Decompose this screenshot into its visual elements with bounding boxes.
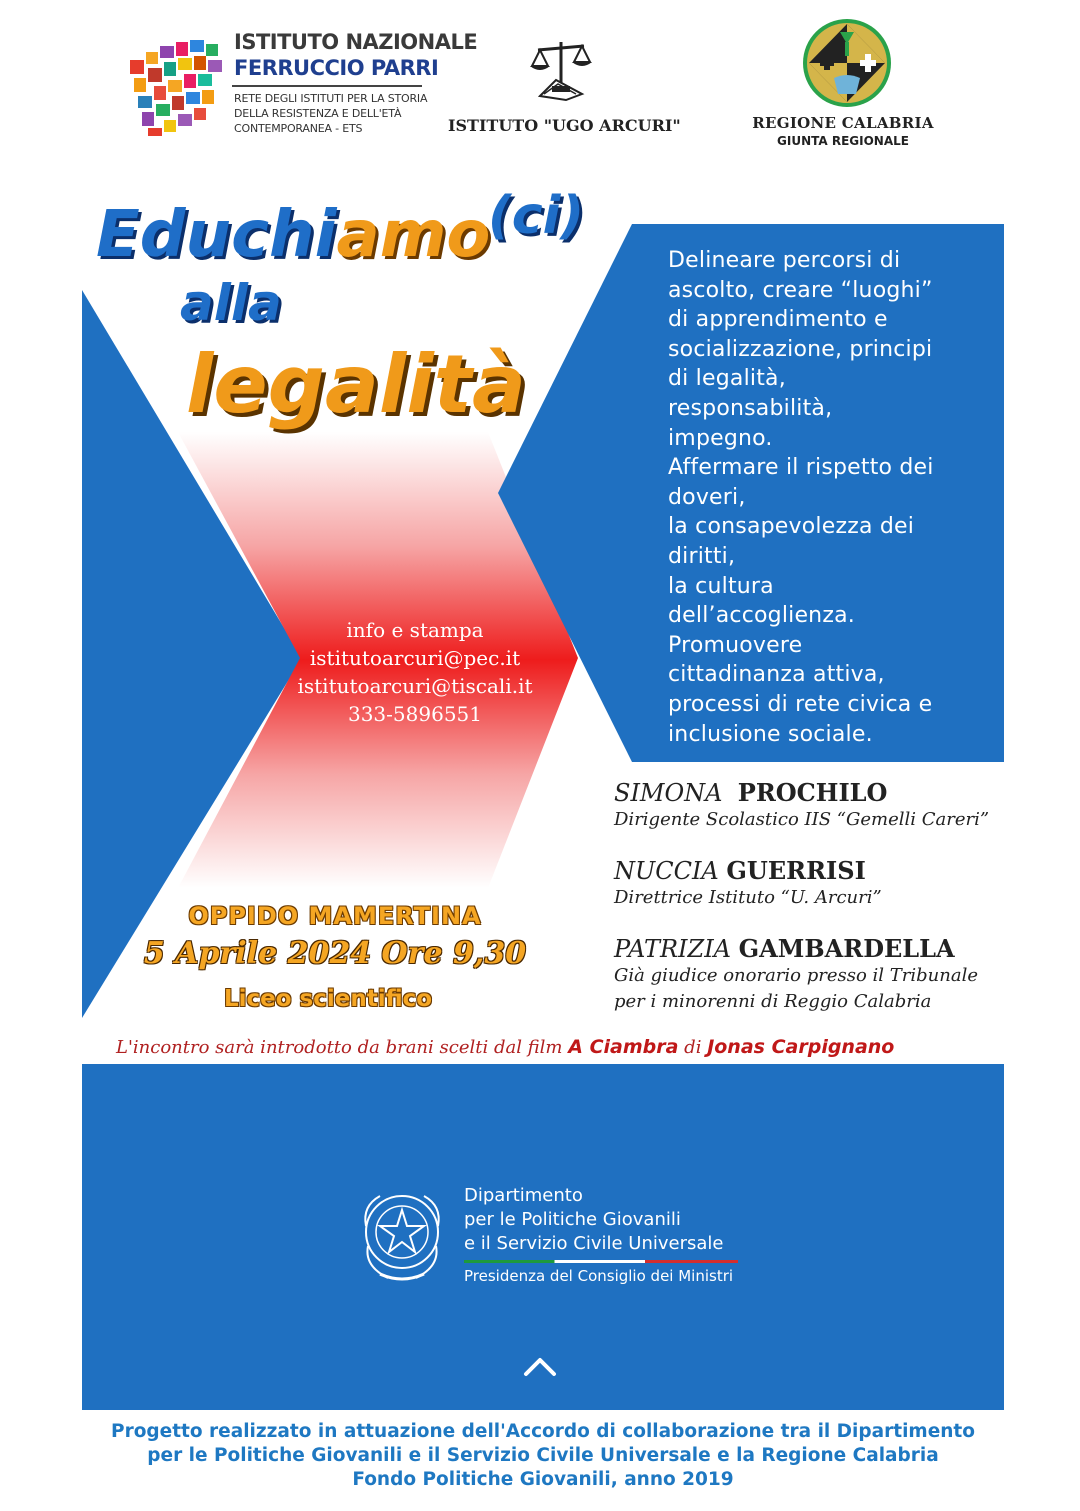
speaker-role: Già giudice onorario presso il Tribunale: [614, 965, 978, 986]
speaker-last-name: GAMBARDELLA: [738, 934, 955, 963]
footer-text: [82, 1420, 1004, 1492]
title-alla: alla: [180, 274, 282, 332]
speaker-last-name: GUERRISI: [726, 856, 866, 885]
footer-line2: per le Politiche Giovanili e il Servizio Civile Universale e la Regione Calabria: [147, 1445, 939, 1466]
parri-name-line2: FERRUCCIO PARRI: [234, 56, 439, 80]
speaker-name: [614, 778, 1054, 807]
event-city: OPPIDO MAMERTINA: [188, 902, 482, 930]
parri-name-line1: ISTITUTO NAZIONALE: [234, 30, 478, 54]
title-part2: amo: [336, 198, 491, 272]
description-line: inclusione sociale.: [668, 721, 873, 747]
info-email-tiscali[interactable]: istitutoarcuri@tiscali.it: [297, 674, 533, 698]
event-date: 5 Aprile 2024 Ore 9,30: [143, 936, 527, 971]
speaker-role: Dirigente Scolastico IIS “Gemelli Careri”: [614, 809, 990, 830]
description-line: di apprendimento e: [668, 307, 888, 333]
speaker-role-line2: per i minorenni di Reggio Calabria: [614, 991, 932, 1012]
chevron-up-icon[interactable]: [520, 1354, 560, 1378]
sponsor-panel: [82, 1064, 1004, 1410]
description-line: processi di rete civica e: [668, 691, 933, 717]
footer-line1: Progetto realizzato in attuazione dell'Accordo di collaborazione tra il Dipartimento: [111, 1421, 975, 1442]
scales-of-justice-icon: [526, 36, 596, 102]
film-director: Jonas Carpignano: [707, 1036, 895, 1058]
description-text: [668, 246, 988, 749]
description-line: di legalità,: [668, 366, 786, 392]
info-label: info e stampa: [346, 618, 484, 642]
event-venue: Liceo scientifico: [223, 986, 433, 1012]
department-line3: e il Servizio Civile Universale: [464, 1233, 724, 1254]
italian-republic-emblem-icon: [358, 1186, 446, 1284]
description-line: Affermare il rispetto dei: [668, 455, 934, 481]
speaker-name: [614, 934, 1054, 963]
parri-logo: [128, 30, 478, 140]
speaker-name: [614, 856, 1054, 885]
speaker-role: Direttrice Istituto “U. Arcuri”: [614, 887, 882, 908]
arcuri-logo: [448, 36, 681, 142]
calabria-name: REGIONE CALABRIA: [752, 114, 934, 132]
description-line: doveri,: [668, 484, 746, 510]
description-line: diritti,: [668, 543, 736, 569]
parri-subtitle-line3: CONTEMPORANEA - ETS: [234, 122, 363, 135]
department-logo-text: [464, 1184, 754, 1285]
description-line: impegno.: [668, 425, 773, 451]
footer-line3: Fondo Politiche Giovanili, anno 2019: [352, 1469, 734, 1490]
description-line: ascolto, creare “luoghi”: [668, 277, 933, 303]
mosaic-icon: [128, 38, 226, 138]
title-legalita: legalità: [186, 338, 526, 431]
speaker: [614, 856, 1054, 911]
calabria-logo: [748, 16, 938, 150]
speaker: [614, 934, 1054, 1015]
description-line: socializzazione, principi: [668, 336, 933, 362]
contact-info: [290, 616, 540, 728]
title-educhiamo: [96, 198, 490, 272]
tricolor-divider: [464, 1260, 738, 1263]
department-line4: Presidenza del Consiglio dei Ministri: [464, 1267, 734, 1285]
description-line: responsabilità,: [668, 395, 833, 421]
description-line: la cultura: [668, 573, 774, 599]
department-line1: Dipartimento: [464, 1185, 583, 1206]
department-line2: per le Politiche Giovanili: [464, 1209, 681, 1230]
parri-subtitle-line1: RETE DEGLI ISTITUTI PER LA STORIA: [234, 92, 428, 105]
speaker-first-name: PATRIZIA: [614, 935, 732, 963]
film-note-prefix: L'incontro sarà introdotto da brani scelti dal film: [116, 1037, 563, 1058]
film-note-by: di: [684, 1037, 702, 1058]
speaker: [614, 778, 1054, 833]
speaker-first-name: NUCCIA: [614, 857, 719, 885]
film-title: A Ciambra: [568, 1036, 679, 1058]
description-line: Delineare percorsi di: [668, 248, 901, 273]
speaker-last-name: PROCHILO: [737, 778, 888, 807]
speaker-first-name: SIMONA: [614, 779, 723, 807]
info-phone[interactable]: 333-5896551: [347, 702, 482, 726]
title-ci: (ci): [488, 186, 585, 246]
description-line: la consapevolezza dei: [668, 514, 915, 540]
description-line: dell’accoglienza.: [668, 603, 855, 629]
description-line: Promuovere: [668, 632, 803, 658]
calabria-emblem-icon: [800, 16, 894, 110]
parri-subtitle-line2: DELLA RESISTENZA E DELL'ETÀ: [234, 107, 402, 120]
arcuri-name: ISTITUTO "UGO ARCURI": [448, 116, 681, 135]
film-note: [116, 1036, 976, 1058]
parri-divider: [232, 85, 422, 87]
description-line: cittadinanza attiva,: [668, 662, 885, 688]
calabria-subtitle: GIUNTA REGIONALE: [777, 134, 909, 148]
info-email-pec[interactable]: istitutoarcuri@pec.it: [309, 646, 521, 670]
title-part1: Educhi: [96, 198, 337, 272]
